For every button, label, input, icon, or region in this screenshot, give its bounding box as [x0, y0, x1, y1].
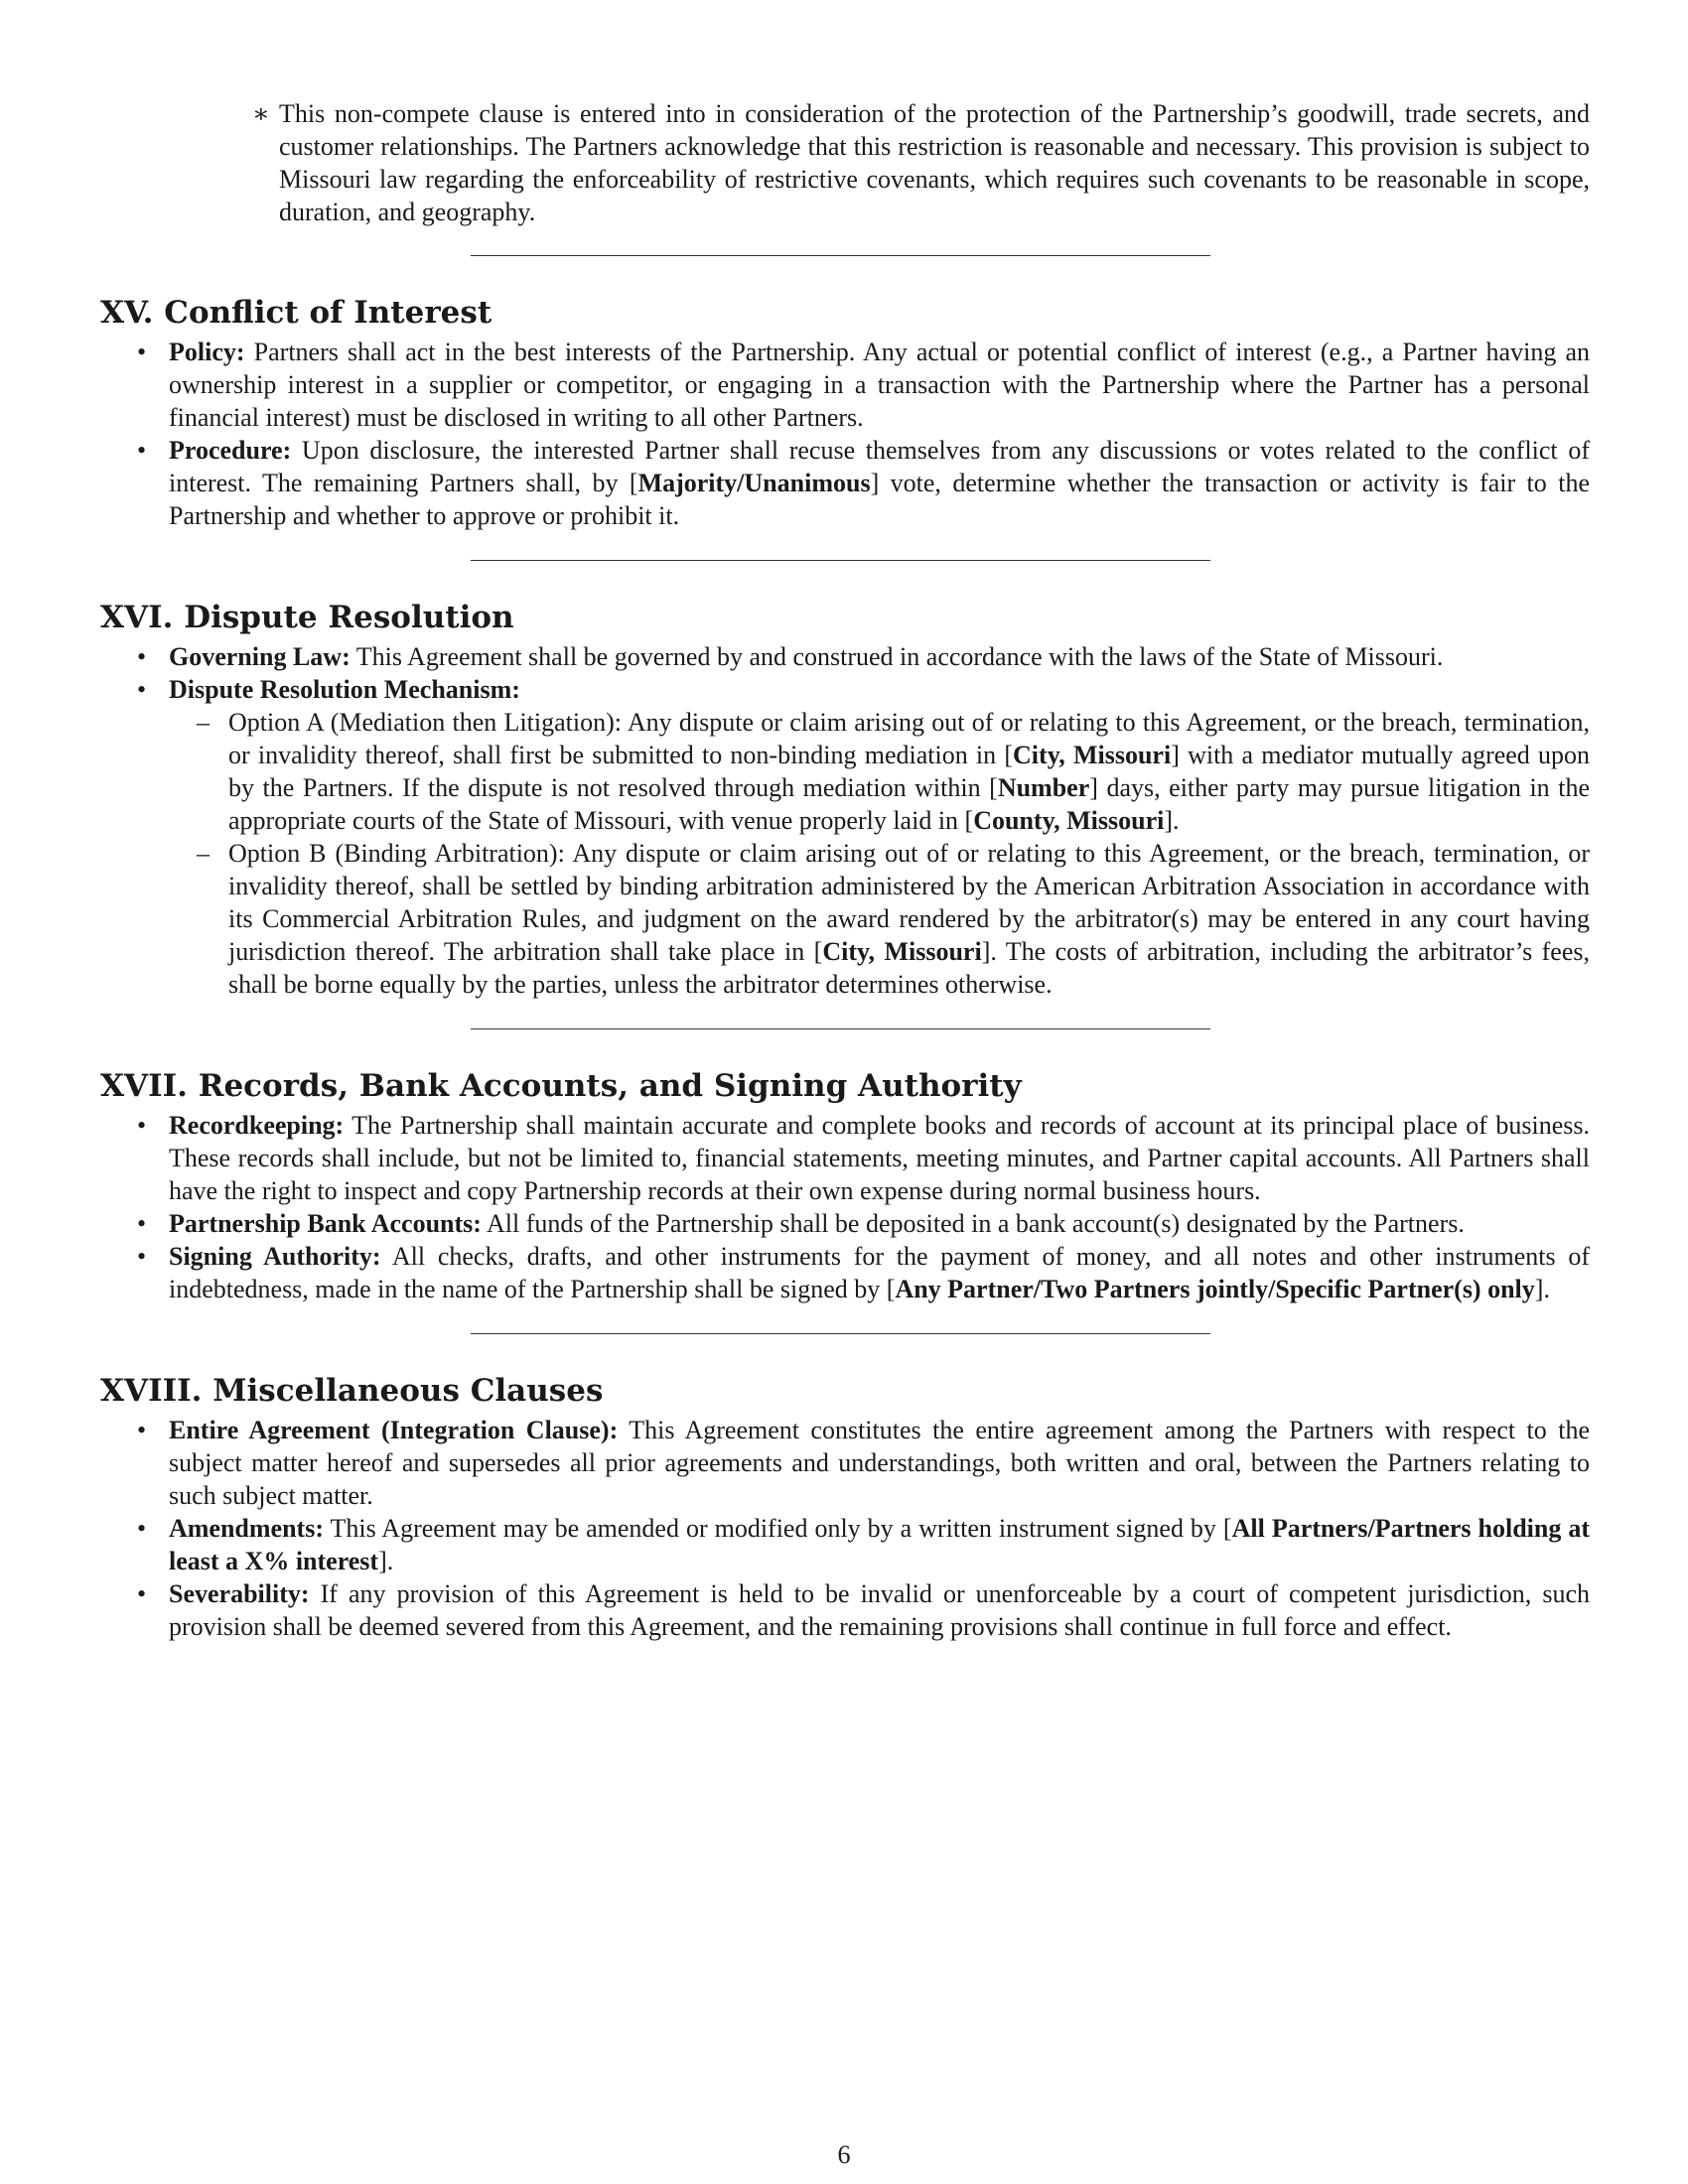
section-xvii-list: [100, 1109, 1590, 1305]
dispute-options-list: [169, 706, 1590, 1001]
clause-text: This Agreement shall be governed by and construed in accordance with the laws of the State of Missouri.: [350, 642, 1444, 671]
placeholder-field: All Partners/Partners holding at least a X% interest: [169, 1514, 1590, 1575]
clause-text: Partners shall act in the best interests of the Partnership. Any actual or potential conflict of interest (e.g., a Partner having an ownership interest in a supplier or competitor, or engaging in a transaction with the Partnership where the Partner has a personal financial interest) must be disclosed in writing to all other Partners.: [169, 338, 1590, 432]
term-label: Partnership Bank Accounts:: [169, 1209, 482, 1238]
bullet-icon: •: [137, 1416, 147, 1444]
document-page: [100, 97, 1590, 1643]
list-item-bank-accounts: [100, 1207, 1590, 1240]
term-label: Dispute Resolution Mechanism:: [169, 675, 520, 704]
section-xviii-list: [100, 1414, 1590, 1643]
list-item-entire-agreement: [100, 1414, 1590, 1512]
list-item-governing-law: [100, 640, 1590, 673]
section-xvi-list: [100, 640, 1590, 1001]
placeholder-field: County, Missouri: [973, 806, 1165, 835]
section-divider: [471, 560, 1210, 561]
term-label: Amendments:: [169, 1514, 324, 1543]
clause-text: ].: [1534, 1275, 1550, 1303]
section-divider: [471, 255, 1210, 256]
section-divider: [471, 1333, 1210, 1334]
page-number: 6: [837, 2140, 851, 2169]
placeholder-field: Any Partner/Two Partners jointly/Specific Partner(s) only: [895, 1275, 1535, 1303]
bullet-icon: •: [137, 1242, 147, 1271]
list-item-amendments: [100, 1512, 1590, 1577]
clause-text: ].: [1164, 806, 1180, 835]
clause-text: The Partnership shall maintain accurate and complete books and records of account at its principal place of business. These records shall include, but not be limited to, financial statements, meeting minutes, and Partner capital accounts. All Partners shall have the right to inspect and copy Partnership records at their own expense during normal business hours.: [169, 1111, 1590, 1205]
section-heading-xviii: XVIII. Miscellaneous Clauses: [100, 1373, 604, 1409]
asterisk-marker: ∗: [252, 99, 270, 128]
bullet-icon: •: [137, 1209, 147, 1238]
bullet-icon: •: [137, 675, 147, 704]
clause-text: ] vote, determine whether the transaction or activity is fair to the Partnership and whether to approve or prohibit it.: [169, 469, 1590, 530]
placeholder-field: Majority/Unanimous: [637, 469, 871, 497]
noncompete-note: [252, 97, 1590, 228]
placeholder-field: City, Missouri: [1013, 741, 1172, 769]
section-heading-xvi: XVI. Dispute Resolution: [100, 600, 514, 635]
term-label: Procedure:: [169, 436, 292, 465]
bullet-icon: •: [137, 436, 147, 465]
clause-text: If any provision of this Agreement is held to be invalid or unenforceable by a court of competent jurisdiction, such provision shall be deemed severed from this Agreement, and the remaining provisions shall continue in full force and effect.: [169, 1579, 1590, 1641]
term-label: Recordkeeping:: [169, 1111, 345, 1140]
term-label: Entire Agreement (Integration Clause):: [169, 1416, 619, 1444]
list-item-option-a: [169, 706, 1590, 837]
section-xv-list: [100, 336, 1590, 532]
clause-text: Option A (Mediation then Litigation): Any dispute or claim arising out of or relating to this Agreement, or the breach, termination, or invalidity thereof, shall first be submitted to non-binding mediation in [: [228, 708, 1590, 769]
list-item-dispute-mechanism: [100, 673, 1590, 1001]
bullet-icon: •: [137, 338, 147, 366]
term-label: Governing Law:: [169, 642, 351, 671]
placeholder-field: City, Missouri: [822, 937, 982, 966]
term-label: Signing Authority:: [169, 1242, 381, 1271]
list-item-option-b: [169, 837, 1590, 1001]
term-label: Severability:: [169, 1579, 310, 1608]
clause-text: ] days, either party may pursue litigation in the appropriate courts of the State of Missouri, with venue properly laid in [: [228, 773, 1590, 835]
clause-text: Upon disclosure, the interested Partner shall recuse themselves from any discussions or votes related to the conflict of interest. The remaining Partners shall, by [: [169, 436, 1590, 497]
clause-text: Option B (Binding Arbitration): Any dispute or claim arising out of or relating to this Agreement, or the breach, termination, or invalidity thereof, shall be settled by binding arbitration administered by the American Arbitration Association in accordance with its Commercial Arbitration Rules, and judgment on the award rendered by the arbitrator(s) may be entered in any court having jurisdiction thereof. The arbitration shall take place in [: [228, 839, 1590, 966]
list-item-severability: [100, 1577, 1590, 1643]
noncompete-note-text: This non-compete clause is entered into in consideration of the protection of the Partnership’s goodwill, trade secrets, and customer relationships. The Partners acknowledge that this restriction is reasonable and necessary. This provision is subject to Missouri law regarding the enforceability of restrictive covenants, which requires such covenants to be reasonable in scope, duration, and geography.: [279, 99, 1590, 226]
clause-text: ] with a mediator mutually agreed upon by the Partners. If the dispute is not resolved through mediation within [: [228, 741, 1591, 802]
bullet-icon: •: [137, 1579, 147, 1608]
clause-text: This Agreement constitutes the entire agreement among the Partners with respect to the subject matter hereof and supersedes all prior agreements and understandings, both written and oral, between the Partners relating to such subject matter.: [169, 1416, 1590, 1510]
list-item-procedure: [100, 434, 1590, 532]
bullet-icon: •: [137, 1514, 147, 1543]
clause-text: ].: [378, 1547, 394, 1575]
bullet-icon: •: [137, 642, 147, 671]
clause-text: All funds of the Partnership shall be deposited in a bank account(s) designated by the Partners.: [481, 1209, 1465, 1238]
dash-icon: –: [197, 708, 210, 737]
list-item-policy: [100, 336, 1590, 434]
dash-icon: –: [197, 839, 210, 868]
term-label: Policy:: [169, 338, 245, 366]
clause-text: All checks, drafts, and other instruments for the payment of money, and all notes and other instruments of indebtedness, made in the name of the Partnership shall be signed by [: [169, 1242, 1590, 1303]
list-item-signing-authority: [100, 1240, 1590, 1305]
bullet-icon: •: [137, 1111, 147, 1140]
section-heading-xvii: XVII. Records, Bank Accounts, and Signing Authority: [100, 1068, 1022, 1104]
clause-text: ]. The costs of arbitration, including the arbitrator’s fees, shall be borne equally by the parties, unless the arbitrator determines otherwise.: [228, 937, 1590, 999]
list-item-recordkeeping: [100, 1109, 1590, 1207]
clause-text: This Agreement may be amended or modified only by a written instrument signed by [: [324, 1514, 1232, 1543]
placeholder-field: Number: [997, 773, 1090, 802]
section-divider: [471, 1028, 1210, 1029]
section-heading-xv: XV. Conflict of Interest: [100, 295, 492, 331]
